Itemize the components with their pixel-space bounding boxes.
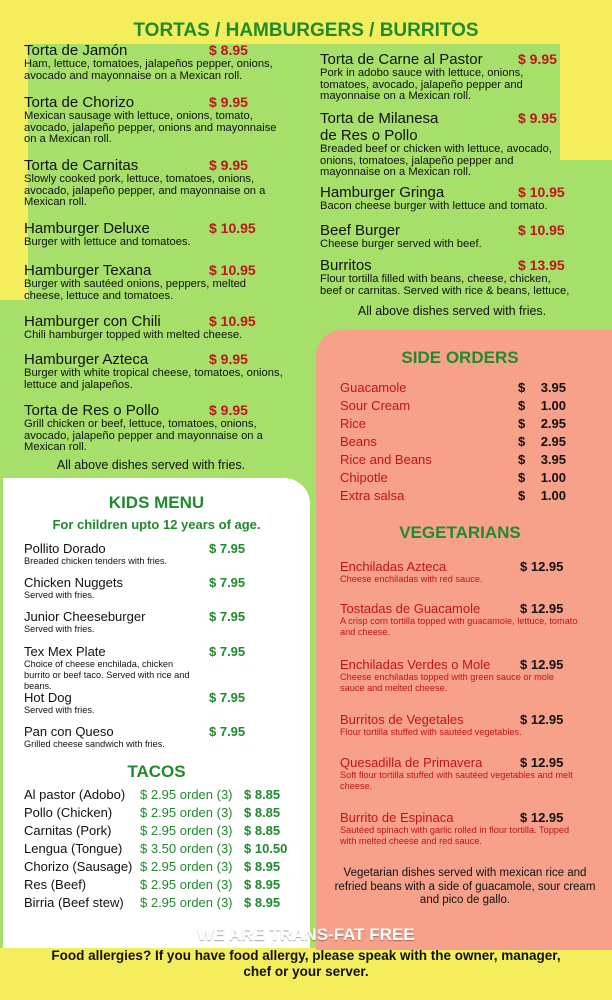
- list-item: [320, 51, 572, 103]
- side-dollar: $: [518, 452, 526, 467]
- item-price: $ 13.95: [518, 257, 565, 273]
- side-price: 3.95: [540, 380, 566, 395]
- side-name: Beans: [340, 434, 377, 449]
- table-row: [24, 787, 304, 805]
- item-desc: Pork in adobo sauce with lettuce, onions, tomatoes, avocado, jalapeño pepper and mayonnaise on a Mexican roll.: [320, 67, 524, 102]
- taco-each-price: $ 2.95 orden (3): [140, 877, 233, 892]
- list-item: [24, 94, 288, 146]
- kid-item-price: $ 7.95: [209, 541, 246, 556]
- list-item: [24, 575, 274, 601]
- item-name: Torta de Chorizo: [24, 94, 135, 111]
- veg-item-desc: Soft flour tortilla stuffed with sautéed vegetables and melt cheese.: [340, 770, 573, 791]
- list-item: [24, 644, 274, 692]
- item-desc: Grill chicken or beef, lettuce, tomatoes, onions, avocado, jalapeño pepper and mayonnaise on a Mexican roll.: [24, 418, 263, 453]
- table-row: [24, 859, 304, 877]
- taco-each-price: $ 2.95 orden (3): [140, 859, 233, 874]
- side-name: Rice: [340, 416, 367, 431]
- kid-item-price: $ 7.95: [209, 609, 246, 624]
- list-item: [320, 184, 572, 213]
- kid-item-desc: Choice of cheese enchilada, chicken burrito or beef taco. Served with rice and beans.: [24, 659, 190, 691]
- veg-item-name: Enchiladas Verdes o Mole: [340, 657, 491, 672]
- kid-item-name: Pollito Dorado: [24, 541, 106, 556]
- item-desc: Ham, lettuce, tomatoes, jalapeños pepper, onions, avocado and mayonnaise on a Mexican roll.: [24, 58, 273, 82]
- item-name: Torta de Res o Pollo: [24, 402, 160, 419]
- side-dollar: $: [518, 380, 526, 395]
- item-desc: Bacon cheese burger with lettuce and tomato.: [320, 200, 548, 212]
- side-name: Sour Cream: [340, 398, 411, 413]
- vegetarians-title: VEGETARIANS: [399, 523, 521, 542]
- taco-each-price: $ 2.95 orden (3): [140, 805, 233, 820]
- list-item: [24, 220, 288, 249]
- list-item: [340, 657, 580, 694]
- item-desc: Burger with lettuce and tomatoes.: [24, 236, 191, 248]
- list-item: [340, 755, 580, 792]
- side-price: 2.95: [540, 416, 566, 431]
- list-item: [24, 690, 274, 716]
- item-name: Torta de Jamón: [24, 42, 128, 59]
- item-price: $ 9.95: [209, 351, 248, 367]
- list-item: [24, 157, 288, 209]
- table-row: [24, 877, 304, 895]
- kid-item-desc: Breaded chicken tenders with fries.: [24, 556, 167, 566]
- taco-each-price: $ 2.95 orden (3): [140, 895, 233, 910]
- item-desc: Cheese burger served with beef.: [320, 238, 482, 250]
- item-price: $ 10.95: [518, 222, 565, 238]
- list-item: [320, 110, 572, 179]
- kid-item-price: $ 7.95: [209, 575, 246, 590]
- table-row: [24, 805, 304, 823]
- taco-name: Lengua (Tongue): [24, 841, 123, 856]
- veg-item-price: $ 12.95: [520, 657, 564, 672]
- taco-order-price: $ 8.95: [244, 859, 281, 874]
- allergy-note: Food allergies? If you have food allergy, please speak with the owner, manager, chef or your server.: [51, 948, 561, 979]
- side-name: Guacamole: [340, 380, 407, 395]
- item-desc: Chili hamburger topped with melted cheese.: [24, 329, 243, 341]
- side-price: 1.00: [540, 398, 566, 413]
- item-name: Torta de Carnitas: [24, 157, 139, 174]
- item-desc: Mexican sausage with lettuce, onions, tomato, avocado, jalapeño pepper, onions and mayonnaise on a Mexican roll.: [24, 110, 277, 145]
- table-row: [340, 398, 580, 416]
- taco-name: Pollo (Chicken): [24, 805, 113, 820]
- list-item: [24, 541, 274, 567]
- item-desc: Burger with white tropical cheese, tomatoes, onions, lettuce and jalapeños.: [24, 367, 283, 391]
- item-price: $ 9.95: [209, 402, 248, 418]
- list-item: [340, 559, 580, 585]
- taco-each-price: $ 3.50 orden (3): [140, 841, 233, 856]
- list-item: [320, 257, 572, 297]
- item-desc: Slowly cooked pork, lettuce, tomatoes, onions, avocado, jalapeño pepper, and mayonnaise on a Mexican roll.: [24, 173, 266, 208]
- item-name: Hamburger Azteca: [24, 351, 149, 368]
- kid-item-price: $ 7.95: [209, 690, 246, 705]
- veg-item-name: Burritos de Vegetales: [340, 712, 464, 727]
- item-price: $ 10.95: [209, 220, 256, 236]
- vegetarians-note: Vegetarian dishes served with mexican rice and refried beans with a side of guacamole, sour cream and pico de gallo.: [334, 867, 596, 906]
- item-price: $ 9.95: [209, 94, 248, 110]
- kid-item-name: Pan con Queso: [24, 724, 114, 739]
- taco-each-price: $ 2.95 orden (3): [140, 823, 233, 838]
- item-price: $ 9.95: [518, 51, 557, 67]
- kid-item-price: $ 7.95: [209, 644, 246, 659]
- kid-item-name: Chicken Nuggets: [24, 575, 123, 590]
- item-name: Torta de Milanesa de Res o Pollo: [320, 110, 439, 144]
- taco-order-price: $ 8.85: [244, 787, 281, 802]
- list-item: [24, 402, 288, 454]
- side-dollar: $: [518, 416, 526, 431]
- taco-order-price: $ 8.95: [244, 877, 281, 892]
- tortas-right-note: All above dishes served with fries.: [357, 304, 547, 318]
- veg-item-price: $ 12.95: [520, 810, 564, 825]
- list-item: [24, 262, 288, 302]
- taco-name: Res (Beef): [24, 877, 87, 892]
- veg-item-name: Quesadilla de Primavera: [340, 755, 483, 770]
- list-item: [24, 313, 288, 342]
- item-price: $ 9.95: [518, 110, 557, 126]
- item-name: Beef Burger: [320, 222, 401, 239]
- kid-item-desc: Served with fries.: [24, 705, 95, 715]
- item-name: Burritos: [320, 257, 372, 274]
- side-price: 3.95: [540, 452, 566, 467]
- taco-order-price: $ 10.50: [244, 841, 288, 856]
- item-name: Hamburger Deluxe: [24, 220, 150, 237]
- list-item: [320, 222, 572, 251]
- kid-item-desc: Served with fries.: [24, 590, 95, 600]
- kid-item-desc: Served with fries.: [24, 624, 95, 634]
- taco-name: Birria (Beef stew): [24, 895, 124, 910]
- trans-fat-title: WE ARE TRANS-FAT FREE: [197, 925, 415, 944]
- kid-item-desc: Grilled cheese sandwich with fries.: [24, 739, 165, 749]
- veg-item-price: $ 12.95: [520, 712, 564, 727]
- side-price: 1.00: [540, 488, 566, 503]
- list-item: [340, 810, 580, 847]
- item-desc: Burger with sautéed onions, peppers, melted cheese, lettuce and tomatoes.: [24, 278, 247, 302]
- veg-item-desc: Flour tortilla stuffed with sautéed vegetables.: [340, 727, 522, 737]
- item-name: Hamburger con Chili: [24, 313, 161, 330]
- kid-item-name: Junior Cheeseburger: [24, 609, 146, 624]
- kid-item-name: Tex Mex Plate: [24, 644, 106, 659]
- header-title: TORTAS / HAMBURGERS / BURRITOS: [133, 20, 479, 41]
- kids-subtitle: For children upto 12 years of age.: [52, 517, 261, 532]
- table-row: [340, 488, 580, 506]
- tacos-title: TACOS: [127, 762, 186, 781]
- item-name: Torta de Carne al Pastor: [320, 51, 483, 68]
- veg-item-desc: Sautéed spinach with garlic rolled in flour tortilla. Topped with melted cheese and red sauce.: [340, 825, 570, 846]
- list-item: [24, 42, 288, 82]
- table-row: [340, 452, 580, 470]
- taco-name: Carnitas (Pork): [24, 823, 112, 838]
- table-row: [24, 841, 304, 859]
- side-price: 1.00: [540, 470, 566, 485]
- kid-item-price: $ 7.95: [209, 724, 246, 739]
- veg-item-desc: A crisp corn tortilla topped with guacamole, lettuce, tomato and cheese.: [340, 616, 578, 637]
- side-price: 2.95: [540, 434, 566, 449]
- item-desc: Flour tortilla filled with beans, cheese, chicken, beef or carnitas. Served with rice & beans, lettuce,: [320, 273, 570, 297]
- veg-item-price: $ 12.95: [520, 755, 564, 770]
- side-dollar: $: [518, 488, 526, 503]
- taco-order-price: $ 8.85: [244, 805, 281, 820]
- taco-name: Chorizo (Sausage): [24, 859, 133, 874]
- kids-title: KIDS MENU: [108, 493, 205, 512]
- side-name: Chipotle: [340, 470, 388, 485]
- side-dollar: $: [518, 434, 526, 449]
- item-price: $ 10.95: [209, 262, 256, 278]
- table-row: [340, 380, 580, 398]
- list-item: [24, 724, 274, 750]
- table-row: [340, 434, 580, 452]
- list-item: [24, 351, 288, 391]
- taco-order-price: $ 8.85: [244, 823, 281, 838]
- sides-title: SIDE ORDERS: [401, 348, 519, 367]
- item-name: Hamburger Gringa: [320, 184, 445, 201]
- item-name: Hamburger Texana: [24, 262, 152, 279]
- list-item: [24, 609, 274, 635]
- veg-item-desc: Cheese enchiladas with red sauce.: [340, 574, 483, 584]
- kid-item-name: Hot Dog: [24, 690, 72, 705]
- side-name: Extra salsa: [340, 488, 405, 503]
- veg-item-name: Enchiladas Azteca: [340, 559, 447, 574]
- veg-item-name: Tostadas de Guacamole: [340, 601, 481, 616]
- veg-item-desc: Cheese enchiladas topped with green sauce or mole sauce and melted cheese.: [340, 672, 554, 693]
- item-price: $ 10.95: [518, 184, 565, 200]
- list-item: [340, 601, 580, 638]
- list-item: [340, 712, 580, 738]
- item-price: $ 10.95: [209, 313, 256, 329]
- taco-name: Al pastor (Adobo): [24, 787, 126, 802]
- tortas-left-note: All above dishes served with fries.: [56, 458, 246, 472]
- taco-order-price: $ 8.95: [244, 895, 281, 910]
- table-row: [24, 823, 304, 841]
- table-row: [340, 416, 580, 434]
- side-dollar: $: [518, 398, 526, 413]
- item-price: $ 9.95: [209, 157, 248, 173]
- veg-item-price: $ 12.95: [520, 601, 564, 616]
- taco-each-price: $ 2.95 orden (3): [140, 787, 233, 802]
- table-row: [24, 895, 304, 913]
- item-desc: Breaded beef or chicken with lettuce, avocado, onions, tomatoes, jalapeño pepper and mayonnaise on a Mexican roll.: [320, 143, 552, 178]
- side-dollar: $: [518, 470, 526, 485]
- veg-item-price: $ 12.95: [520, 559, 564, 574]
- item-price: $ 8.95: [209, 42, 248, 58]
- side-name: Rice and Beans: [340, 452, 432, 467]
- table-row: [340, 470, 580, 488]
- veg-item-name: Burrito de Espinaca: [340, 810, 454, 825]
